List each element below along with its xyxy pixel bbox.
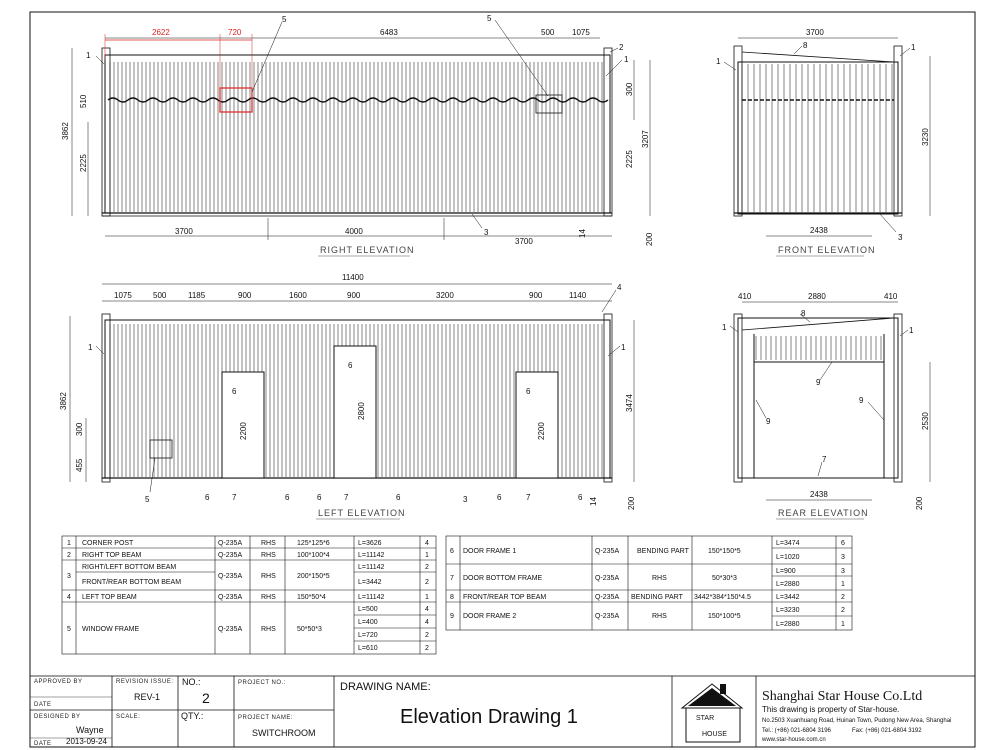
part-qty: 2	[425, 579, 429, 586]
rear-elevation-grille	[756, 336, 881, 360]
part-length: L=900	[776, 568, 796, 575]
dim-text: 1140	[569, 291, 587, 300]
dim-text: 3862	[59, 392, 68, 410]
part-length: L=11142	[358, 552, 385, 559]
part-no: 6	[450, 548, 454, 555]
part-name: CORNER POST	[82, 540, 134, 547]
view-title: REAR ELEVATION	[778, 508, 869, 518]
part-name: DOOR FRAME 2	[463, 613, 517, 620]
part-size: 125*125*6	[297, 540, 330, 547]
dim-text: 900	[238, 291, 252, 300]
part-qty: 6	[841, 540, 845, 547]
dim-text: 3700	[515, 237, 533, 246]
callout-number: 5	[487, 14, 492, 23]
callout-number: 1	[716, 57, 721, 66]
part-name: FRONT/REAR TOP BEAM	[463, 594, 547, 601]
part-material: Q-235A	[595, 594, 620, 601]
part-length: L=3230	[776, 607, 800, 614]
dim-text: 2438	[810, 226, 828, 235]
part-no: 8	[450, 594, 454, 601]
dim-text: 3700	[806, 28, 824, 37]
part-length: L=720	[358, 632, 378, 639]
part-length: L=610	[358, 645, 378, 652]
part-no: 1	[67, 540, 71, 547]
part-name: RIGHT/LEFT BOTTOM BEAM	[82, 564, 177, 571]
part-qty: 4	[425, 540, 429, 547]
qty-label: QTY.:	[181, 711, 204, 721]
dim-text: 510	[79, 94, 88, 108]
callout-number: 3	[898, 233, 903, 242]
title-block-text	[34, 677, 951, 747]
callout-number: 1	[722, 323, 727, 332]
part-material: Q-235A	[218, 594, 243, 601]
callout-number: 8	[803, 41, 808, 50]
callout-number: 5	[282, 15, 287, 24]
dim-text: 455	[75, 458, 84, 472]
part-qty: 1	[841, 621, 845, 628]
part-qty: 2	[841, 607, 845, 614]
dim-text: 900	[529, 291, 543, 300]
dim-text: 2622	[152, 28, 170, 37]
date-label: DATE	[34, 702, 52, 708]
view-title: RIGHT ELEVATION	[320, 245, 415, 255]
part-type: RHS	[261, 594, 276, 601]
front-elevation-view	[716, 28, 930, 256]
part-qty: 3	[841, 554, 845, 561]
part-qty: 1	[425, 552, 429, 559]
part-length: L=500	[358, 606, 378, 613]
callout-number: 2	[619, 43, 624, 52]
door-opening	[334, 346, 376, 478]
part-no: 4	[67, 594, 71, 601]
callout-number: 7	[526, 493, 531, 502]
no-value: 2	[202, 690, 210, 706]
project-name-label: PROJECT NAME:	[238, 715, 294, 721]
part-qty: 2	[425, 632, 429, 639]
callout-number: 6	[526, 387, 531, 396]
dim-text: 14	[578, 229, 587, 238]
dim-text: 1075	[114, 291, 132, 300]
part-name: LEFT TOP BEAM	[82, 594, 137, 601]
part-qty: 3	[841, 568, 845, 575]
dim-text: 4000	[345, 227, 363, 236]
part-qty: 1	[425, 594, 429, 601]
part-length: L=400	[358, 619, 378, 626]
callout-number: 6	[317, 493, 322, 502]
part-type: BENDING PART	[637, 548, 689, 555]
dim-text: 200	[915, 496, 924, 510]
callout-number: 1	[911, 43, 916, 52]
right-elevation-cladding	[110, 62, 602, 212]
revision-value: REV-1	[134, 692, 161, 702]
part-no: 9	[450, 613, 454, 620]
part-type: RHS	[261, 626, 276, 633]
callout-number: 8	[801, 309, 806, 318]
revision-label: REVISION ISSUE:	[116, 679, 174, 685]
dim-text: 900	[347, 291, 361, 300]
part-type: RHS	[652, 613, 667, 620]
part-size: 50*30*3	[712, 575, 737, 582]
callout-number: 6	[578, 493, 583, 502]
part-size: 50*50*3	[297, 626, 322, 633]
part-qty: 2	[425, 564, 429, 571]
dim-text: 500	[541, 28, 555, 37]
callout-number: 6	[285, 493, 290, 502]
part-no: 5	[67, 626, 71, 633]
part-material: Q-235A	[218, 573, 243, 580]
project-no-label: PROJECT NO.:	[238, 680, 286, 686]
dim-text: 1600	[289, 291, 307, 300]
parts-table-left-text	[67, 540, 429, 652]
project-name-value: SWITCHROOM	[252, 728, 316, 738]
no-label: NO.:	[182, 677, 201, 687]
part-size: 3442*384*150*4.5	[694, 594, 751, 601]
dim-text: 1185	[188, 291, 206, 300]
dim-text: 11400	[342, 273, 364, 282]
dim-text: 3700	[175, 227, 193, 236]
dim-text: 14	[589, 497, 598, 506]
drawing-name-label: DRAWING NAME:	[340, 681, 431, 693]
part-no: 3	[67, 573, 71, 580]
dim-text: 2530	[921, 412, 930, 430]
company-address: No.2503 Xuanhuang Road, Huinan Town, Pudong New Area, Shanghai	[762, 718, 952, 724]
part-type: RHS	[261, 573, 276, 580]
dim-text: 2225	[79, 154, 88, 172]
part-length: L=3626	[358, 540, 382, 547]
part-size: 150*50*4	[297, 594, 326, 601]
part-qty: 4	[425, 606, 429, 613]
part-no: 2	[67, 552, 71, 559]
left-elevation-view	[59, 273, 636, 519]
part-type: RHS	[261, 540, 276, 547]
callout-number: 1	[86, 51, 91, 60]
logo-text: STAR	[696, 715, 715, 722]
view-title: LEFT ELEVATION	[318, 508, 406, 518]
callout-number: 1	[624, 55, 629, 64]
dim-text: 3200	[436, 291, 454, 300]
dim-text: 200	[645, 232, 654, 246]
dim-text: 2200	[239, 422, 248, 440]
part-type: BENDING PART	[631, 594, 683, 601]
dim-text: 200	[627, 496, 636, 510]
dim-text: 500	[153, 291, 167, 300]
part-length: L=3442	[776, 594, 800, 601]
dim-text: 410	[884, 292, 898, 301]
callout-number: 6	[497, 493, 502, 502]
part-length: L=11142	[358, 564, 385, 571]
parts-table-right-text	[450, 540, 845, 628]
part-length: L=2880	[776, 621, 800, 628]
rear-elevation-view	[722, 292, 930, 519]
callout-number: 7	[232, 493, 237, 502]
date-value: 2013-09-24	[66, 737, 107, 746]
callout-number: 1	[909, 326, 914, 335]
dim-text: 720	[228, 28, 242, 37]
company-phone: Tel.: (+86) 021-6804 3196	[762, 728, 831, 734]
callout-number: 5	[145, 495, 150, 504]
part-size: 150*150*5	[708, 548, 741, 555]
part-qty: 2	[841, 594, 845, 601]
callout-number: 6	[348, 361, 353, 370]
right-elevation-view	[61, 14, 654, 256]
callout-number: 7	[344, 493, 349, 502]
part-name-2: FRONT/REAR BOTTOM BEAM	[82, 579, 182, 586]
callout-number: 6	[205, 493, 210, 502]
company-name: Shanghai Star House Co.Ltd	[762, 689, 923, 704]
part-name: DOOR BOTTOM FRAME	[463, 575, 543, 582]
company-note: This drawing is property of Star-house.	[762, 705, 900, 714]
approved-by-label: APPROVED BY	[34, 679, 83, 685]
part-type: RHS	[652, 575, 667, 582]
scale-label: SCALE:	[116, 714, 141, 720]
view-title: FRONT ELEVATION	[778, 245, 876, 255]
callout-number: 3	[463, 495, 468, 504]
dim-text: 3230	[921, 128, 930, 146]
part-length: L=3474	[776, 540, 800, 547]
dim-text: 2438	[810, 490, 828, 499]
dim-text: 2200	[537, 422, 546, 440]
part-qty: 1	[841, 581, 845, 588]
part-size: 150*100*5	[708, 613, 741, 620]
part-material: Q-235A	[218, 540, 243, 547]
callout-number: 4	[617, 283, 622, 292]
callout-number: 6	[232, 387, 237, 396]
part-material: Q-235A	[595, 575, 620, 582]
dim-text: 3862	[61, 122, 70, 140]
dim-text: 2880	[808, 292, 826, 301]
callout-number: 9	[816, 378, 821, 387]
dim-text: 1075	[572, 28, 590, 37]
part-qty: 2	[425, 645, 429, 652]
date-label: DATE	[34, 741, 52, 747]
logo-text: HOUSE	[702, 731, 727, 738]
callout-number: 9	[766, 417, 771, 426]
part-length: L=1020	[776, 554, 800, 561]
callout-number: 1	[88, 343, 93, 352]
part-material: Q-235A	[595, 548, 620, 555]
company-web: www.star-house.com.cn	[762, 737, 826, 743]
part-material: Q-235A	[218, 552, 243, 559]
part-size: 100*100*4	[297, 552, 330, 559]
designed-by-value: Wayne	[76, 725, 104, 735]
part-type: RHS	[261, 552, 276, 559]
part-length: L=11142	[358, 594, 385, 601]
dim-text: 3207	[641, 130, 650, 148]
drawing-name-value: Elevation Drawing 1	[400, 706, 578, 728]
designed-by-label: DESIGNED BY	[34, 714, 81, 720]
part-length: L=2880	[776, 581, 800, 588]
part-material: Q-235A	[218, 626, 243, 633]
part-name: RIGHT TOP BEAM	[82, 552, 142, 559]
callout-number: 9	[859, 396, 864, 405]
part-length: L=3442	[358, 579, 382, 586]
front-elevation-cladding	[742, 64, 892, 212]
part-no: 7	[450, 575, 454, 582]
part-name: WINDOW FRAME	[82, 626, 140, 633]
callout-number: 1	[621, 343, 626, 352]
dim-text: 2800	[357, 402, 366, 420]
sheet-border	[30, 12, 975, 747]
part-material: Q-235A	[595, 613, 620, 620]
star-house-logo	[682, 684, 742, 742]
part-name: DOOR FRAME 1	[463, 548, 517, 555]
callout-number: 3	[484, 228, 489, 237]
dim-text: 300	[75, 422, 84, 436]
dim-text: 2225	[625, 150, 634, 168]
company-fax: Fax: (+86) 021-6804 3192	[852, 728, 922, 734]
dim-text: 300	[625, 82, 634, 96]
dim-text: 3474	[625, 394, 634, 412]
callout-number: 6	[396, 493, 401, 502]
part-qty: 4	[425, 619, 429, 626]
callout-number: 7	[822, 455, 827, 464]
dim-text: 410	[738, 292, 752, 301]
part-size: 200*150*5	[297, 573, 330, 580]
dim-text: 6483	[380, 28, 398, 37]
